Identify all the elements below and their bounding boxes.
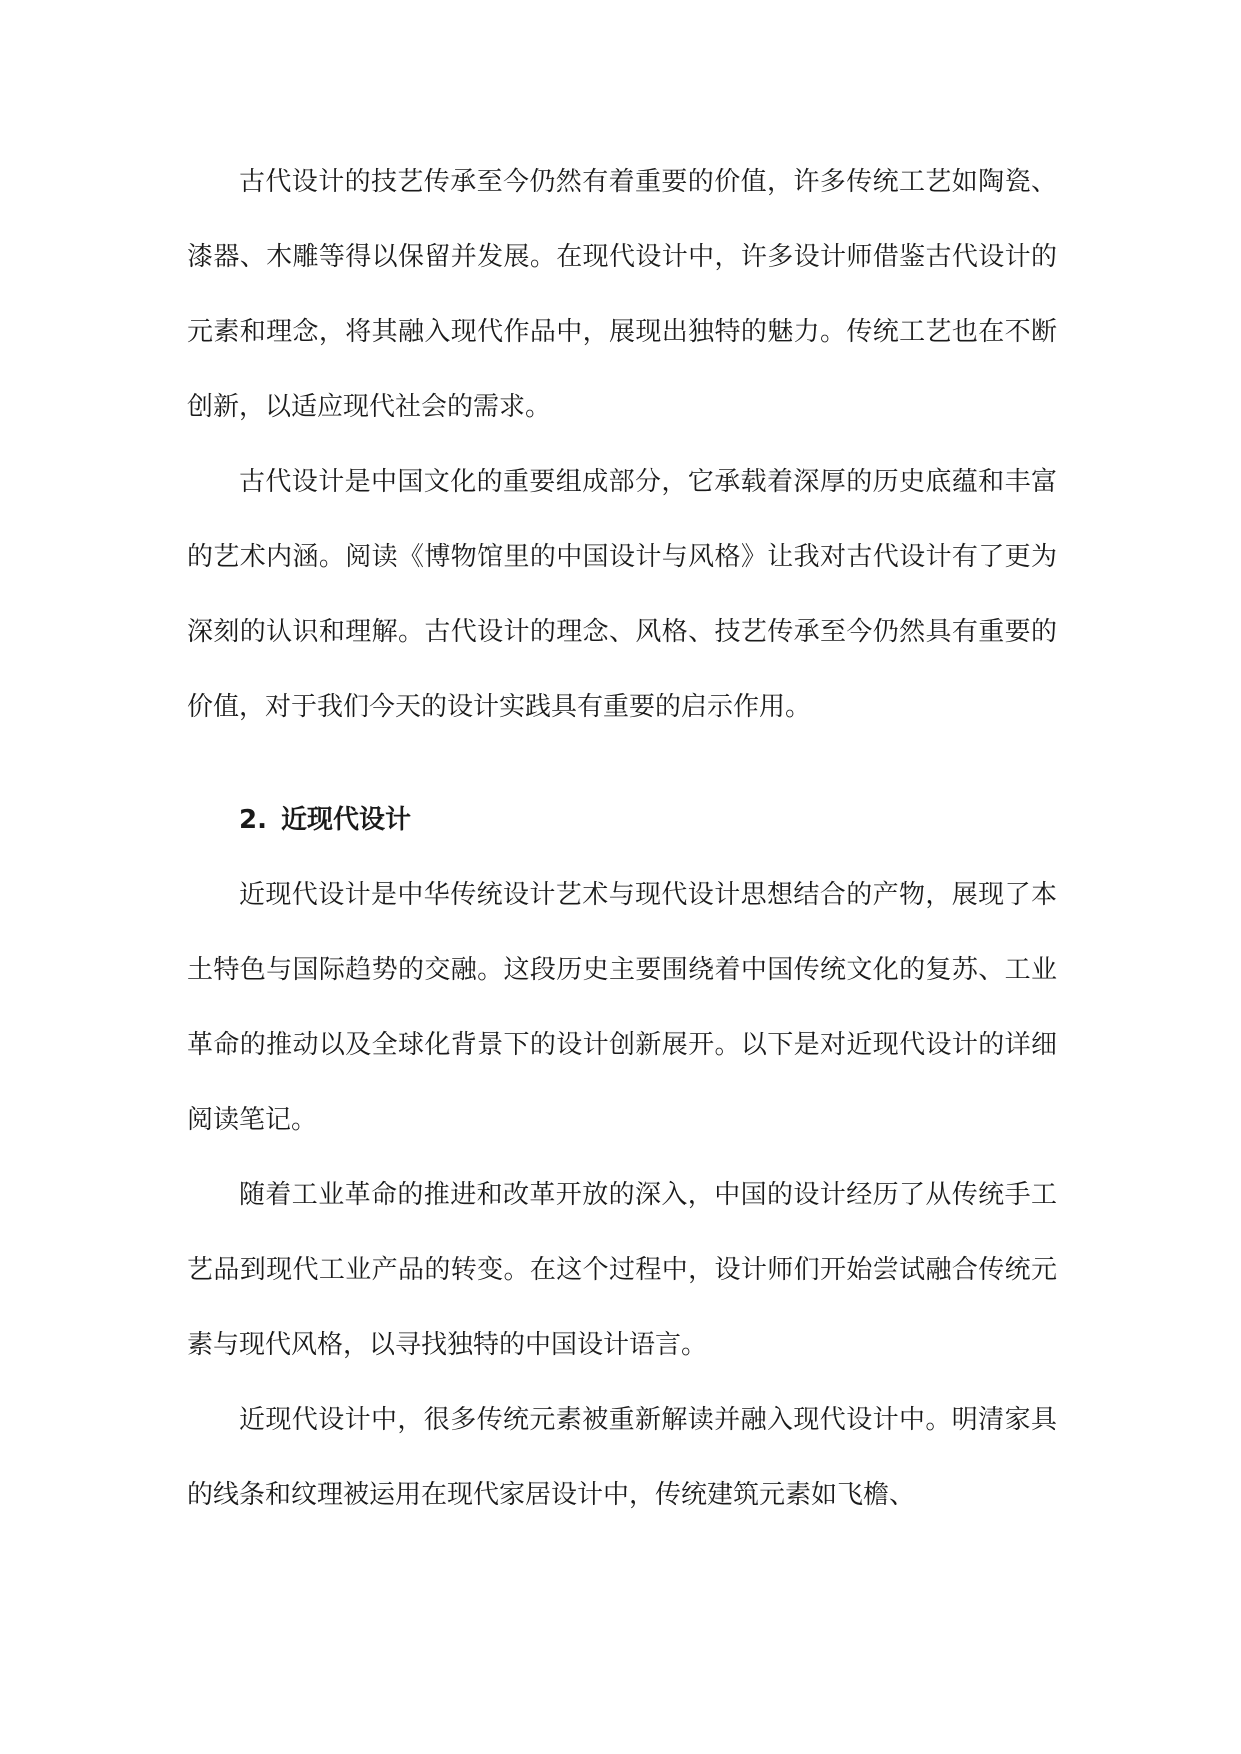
- paragraph-traditional-elements: 近现代设计中，很多传统元素被重新解读并融入现代设计中。明清家具的线条和纹理被运用在现代家居设计中，传统建筑元素如飞檐、: [187, 1405, 1057, 1510]
- section-number: 2.: [239, 805, 267, 835]
- paragraph-modern-design-intro: 近现代设计是中华传统设计艺术与现代设计思想结合的产物，展现了本土特色与国际趋势的交融。这段历史主要围绕着中国传统文化的复苏、工业革命的推动以及全球化背景下的设计创新展开。以下是对近现代设计的详细阅读笔记。: [187, 880, 1057, 1135]
- section-heading: [187, 783, 1057, 858]
- paragraph-ancient-design-summary: 古代设计是中国文化的重要组成部分，它承载着深厚的历史底蕴和丰富的艺术内涵。阅读《博物馆里的中国设计与风格》让我对古代设计有了更为深刻的认识和理解。古代设计的理念、风格、技艺传承至今仍然具有重要的价值，对于我们今天的设计实践具有重要的启示作用。: [187, 467, 1057, 722]
- paragraph-traditional-crafts: 古代设计的技艺传承至今仍然有着重要的价值，许多传统工艺如陶瓷、漆器、木雕等得以保留并发展。在现代设计中，许多设计师借鉴古代设计的元素和理念，将其融入现代作品中，展现出独特的魅力。传统工艺也在不断创新，以适应现代社会的需求。: [187, 167, 1057, 422]
- document-body: [187, 145, 1057, 1533]
- section-title: 近现代设计: [280, 805, 411, 835]
- paragraph-industrial-revolution: 随着工业革命的推进和改革开放的深入，中国的设计经历了从传统手工艺品到现代工业产品的转变。在这个过程中，设计师们开始尝试融合传统元素与现代风格，以寻找独特的中国设计语言。: [187, 1180, 1057, 1360]
